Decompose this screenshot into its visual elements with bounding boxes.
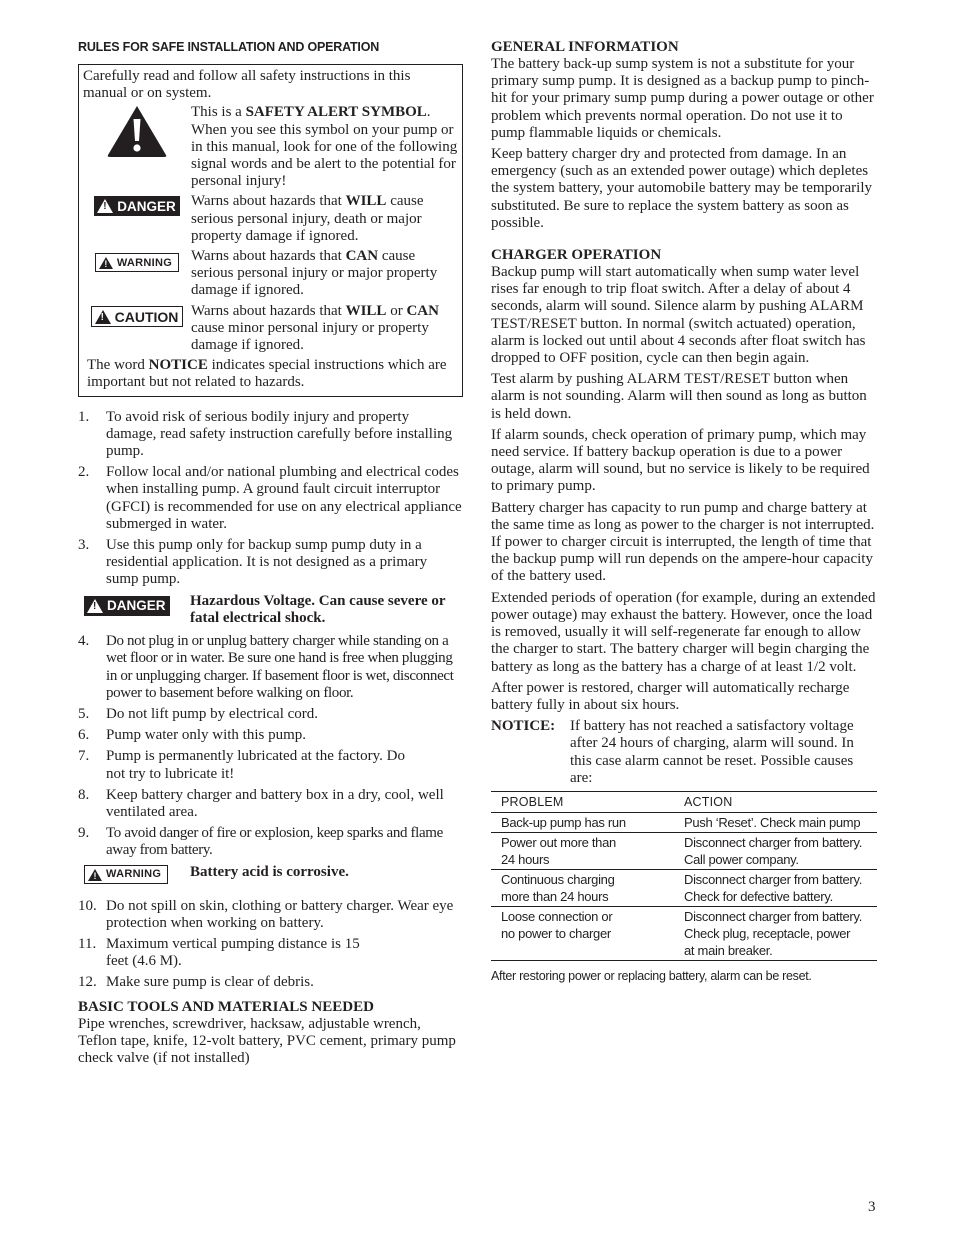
general-info-paragraph: The battery back-up sump system is not a substitute for your primary sump pump. It is designed as a backup pump to pinch-hit for your primary sump pump during a power outage or other problem which prevents normal operation. Do not use it to pump flammable liquids or chemicals. xyxy=(491,56,874,141)
charger-paragraph: Battery charger has capacity to run pump and charge battery at the same time as long as power to the charger is not interrupted. If power to charger circuit is interrupted, the length of time that the backup pump will run depends on the ampere-hour capacity of the battery used. xyxy=(491,499,875,585)
list-item: 4. Do not plug in or unplug battery charger while standing on a wet floor or in water. Be sure one hand is free when plugging in or unplugging charger. If basement floor is wet, disconnect power to basement before walking on floor. xyxy=(78,633,454,701)
warning-badge: ! WARNING xyxy=(95,253,179,272)
right-column xyxy=(491,38,877,983)
list-item: 2. Follow local and/or national plumbing and electrical codes when installing pump. A ground fault circuit interruptor (GFCI) is recommended for use on any electrical appliance submerged in water. xyxy=(78,464,462,532)
general-info-paragraph: Keep battery charger dry and protected from damage. In an emergency (such as an extended power outage) which depletes the system battery, your automobile battery may be temporarily substituted. Be sure to replace the system battery as soon as possible. xyxy=(491,146,872,231)
danger-badge: ! DANGER xyxy=(94,196,180,216)
list-item: 5. Do not lift pump by electrical cord. xyxy=(78,705,319,722)
list-item: 10. Do not spill on skin, clothing or battery charger. Wear eye protection when working on battery. xyxy=(78,897,454,931)
danger-badge: ! DANGER xyxy=(84,596,170,616)
list-item: 1. To avoid risk of serious bodily injury and property damage, read safety instruction carefully before installing pump. xyxy=(78,408,453,460)
alert-triangle-icon: ! xyxy=(97,199,113,213)
charger-paragraph: If alarm sounds, check operation of primary pump, which may need service. If battery backup operation is due to a power outage, alarm will sound, but no service is likely to be required to primary pump. xyxy=(491,426,870,495)
left-column xyxy=(78,38,463,1071)
page-number: 3 xyxy=(868,1199,876,1215)
column-header-action: ACTION xyxy=(674,791,877,812)
table-footnote: After restoring power or replacing battery, alarm can be reset. xyxy=(491,968,812,983)
charger-paragraph: Test alarm by pushing ALARM TEST/RESET button when alarm is not sounding. Alarm will then sound as long as button is held down. xyxy=(491,371,867,422)
tools-text: Pipe wrenches, screwdriver, hacksaw, adjustable wrench, Teflon tape, knife, 12-volt battery, PVC cement, primary pump check valve (if not installed) xyxy=(78,1015,456,1066)
list-item: 9. To avoid danger of fire or explosion, keep sparks and flame away from battery. xyxy=(78,825,443,859)
charger-paragraph: Extended periods of operation (for example, during an extended power outage) may exhaust the battery. However, once the load is removed, usually it will self-regenerate far enough to allow the charger to start. The battery charger will begin charging the battery as long as the battery has a charge of at least 1/2 volt. xyxy=(491,589,876,675)
caution-badge: ! CAUTION xyxy=(91,306,184,327)
table-row: Back-up pump has run Push ‘Reset’. Check main pump xyxy=(491,812,877,832)
notice-label: NOTICE: xyxy=(491,718,556,735)
notice-definition: The word NOTICE indicates special instructions which are important but not related to hazards. xyxy=(87,357,447,391)
danger-hazard-notice: ! DANGER Hazardous Voltage. Can cause severe or fatal electrical shock. xyxy=(78,593,463,627)
list-item: 11. Maximum vertical pumping distance is 15 feet (4.6 M). xyxy=(78,935,360,970)
general-info-heading: GENERAL INFORMATION xyxy=(491,39,679,55)
list-item: 12. Make sure pump is clear of debris. xyxy=(78,974,314,991)
safety-definitions-box xyxy=(78,64,463,397)
safety-list-c xyxy=(78,898,463,992)
problem-action-table xyxy=(491,791,877,961)
list-item: 3. Use this pump only for backup sump pump duty in a residential application. It is not designed as a primary sump pump. xyxy=(78,537,428,588)
column-header-problem: PROBLEM xyxy=(491,791,674,812)
alert-triangle-icon: ! xyxy=(88,869,102,881)
charger-paragraph: After power is restored, charger will automatically recharge battery fully in about six hours. xyxy=(491,679,850,713)
table-row: Power out more than 24 hours Disconnect charger from battery. Call power company. xyxy=(491,832,877,869)
alert-triangle-icon: ! xyxy=(99,257,113,269)
charger-operation-heading: CHARGER OPERATION xyxy=(491,247,662,264)
notice-block xyxy=(491,718,877,787)
table-header-row xyxy=(491,791,877,812)
notice-text: If battery has not reached a satisfactory voltage after 24 hours of charging, alarm will sound. In this case alarm cannot be reset. Possible causes are: xyxy=(570,718,854,786)
tools-heading: BASIC TOOLS AND MATERIALS NEEDED xyxy=(78,998,374,1015)
list-item: 7. Pump is permanently lubricated at the factory. Do not try to lubricate it! xyxy=(78,748,405,782)
safety-box-intro: Carefully read and follow all safety instructions in this manual or on system. xyxy=(83,68,411,102)
safety-list-a xyxy=(78,409,463,589)
safety-alert-row: This is a SAFETY ALERT SYMBOL. When you see this symbol on your pump or in this manual, look for one of the following signal words and be alert to the potential for personal injury! xyxy=(83,104,458,190)
caution-definition-row: ! CAUTION Warns about hazards that WILL or CAN cause minor personal injury or property damage if ignored. xyxy=(83,303,458,355)
safety-list-b xyxy=(78,633,463,859)
table-row: Continuous charging more than 24 hours Disconnect charger from battery. Check for defective battery. xyxy=(491,869,877,906)
alert-triangle-icon: ! xyxy=(95,310,111,324)
list-item: 6. Pump water only with this pump. xyxy=(78,727,306,744)
danger-definition-row: ! DANGER Warns about hazards that WILL cause serious personal injury, death or major property damage if ignored. xyxy=(83,193,458,245)
safety-alert-triangle-icon xyxy=(106,104,168,158)
alert-triangle-icon: ! xyxy=(87,599,103,613)
section-title: RULES FOR SAFE INSTALLATION AND OPERATION xyxy=(78,40,380,54)
charger-paragraph: Backup pump will start automatically when sump water level rises far enough to trip float switch. After a delay of about 4 seconds, alarm will sound. Silence alarm by pushing ALARM TEST/RESET button. In normal (switch actuated) operation, alarm is locked out until about 4 seconds after float switch has dropped to OFF position, cycle can then begin again. xyxy=(491,264,866,367)
warning-badge: ! WARNING xyxy=(84,865,168,884)
warning-definition-row: ! WARNING Warns about hazards that CAN cause serious personal injury or major property damage if ignored. xyxy=(83,248,458,300)
warning-hazard-notice: ! WARNING Battery acid is corrosive. xyxy=(78,864,463,884)
table-row: Loose connection or no power to charger Disconnect charger from battery. Check plug, receptacle, power at main breaker. xyxy=(491,906,877,960)
list-item: 8. Keep battery charger and battery box in a dry, cool, well ventilated area. xyxy=(78,786,444,820)
